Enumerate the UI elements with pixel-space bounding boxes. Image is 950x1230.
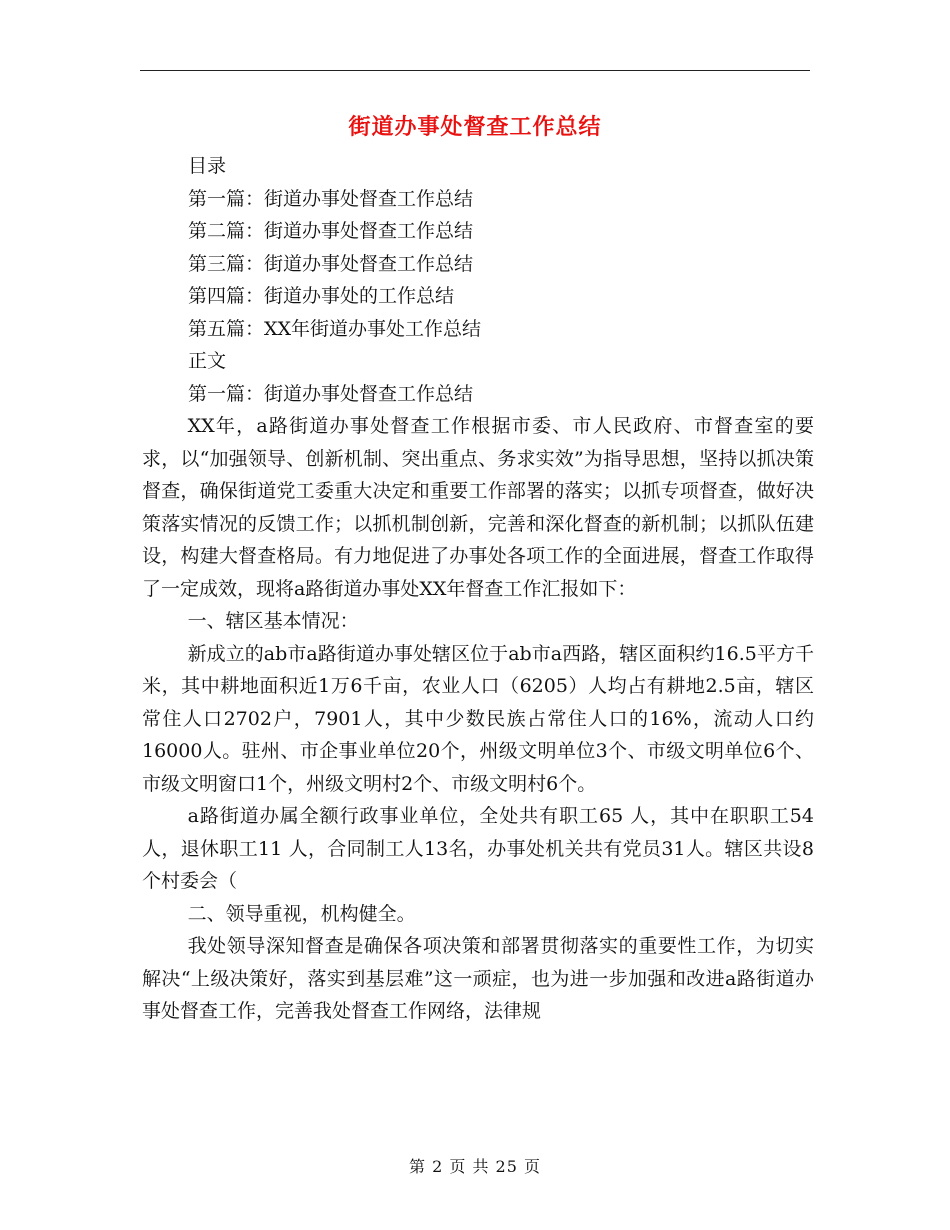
toc-item: 第一篇：街道办事处督查工作总结 [188, 187, 474, 210]
table-of-contents [188, 150, 828, 410]
article-heading: 第一篇：街道办事处督查工作总结 [188, 382, 474, 405]
section-heading: 二、领导重视，机构健全。 [187, 902, 416, 925]
toc-item: 第三篇：街道办事处督查工作总结 [188, 252, 474, 275]
body-paragraph: XX年，a路街道办事处督查工作根据市委、市人民政府、市督查室的要求，以“加强领导、创新机制、突出重点、务求实效”为指导思想，坚持以抓决策督查，确保街道党工委重大决定和重要工作部署的落实；以抓专项督查，做好决策落实情况的反馈工作；以抓机制创新，完善和深化督查的新机制；以抓队伍建设，构建大督查格局。有力地促进了办事处各项工作的全面进展，督查工作取得了一定成效，现将a路街道办事处XX年督查工作汇报如下： [142, 415, 814, 600]
main-text-heading: 正文 [188, 350, 227, 372]
body-paragraph: 新成立的ab市a路街道办事处辖区位于ab市a西路，辖区面积约16.5平方千米，其中耕地面积近1万6千亩，农业人口（6205）人均占有耕地2.5亩，辖区常住人口2702户，7901人，其中少数民族占常住人口的16%，流动人口约16000人。驻州、市企事业单位20个，州级文明单位3个、市级文明单位6个、市级文明窗口1个，州级文明村2个、市级文明村6个。 [142, 642, 814, 795]
header-rule [140, 70, 810, 71]
body-paragraph: 我处领导深知督查是确保各项决策和部署贯彻落实的重要性工作，为切实解决“上级决策好，落实到基层难”这一顽症，也为进一步加强和改进a路街道办事处督查工作，完善我处督查工作网络，法律规 [142, 935, 814, 1022]
toc-item: 第五篇：XX年街道办事处工作总结 [188, 317, 482, 340]
document-body [142, 410, 814, 1028]
toc-item: 第二篇：街道办事处督查工作总结 [188, 220, 474, 242]
section-heading: 一、辖区基本情况： [187, 610, 359, 632]
page-number-footer: 第 2 页 共 25 页 [409, 1157, 541, 1176]
toc-item: 第四篇：街道办事处的工作总结 [188, 285, 455, 307]
body-paragraph: a路街道办属全额行政事业单位，全处共有职工65 人，其中在职职工54 人，退休职工11 人，合同制工人13名，办事处机关共有党员31人。辖区共设8个村委会（ [142, 805, 814, 892]
document-title: 街道办事处督查工作总结 [348, 114, 602, 140]
toc-heading: 目录 [188, 155, 227, 177]
